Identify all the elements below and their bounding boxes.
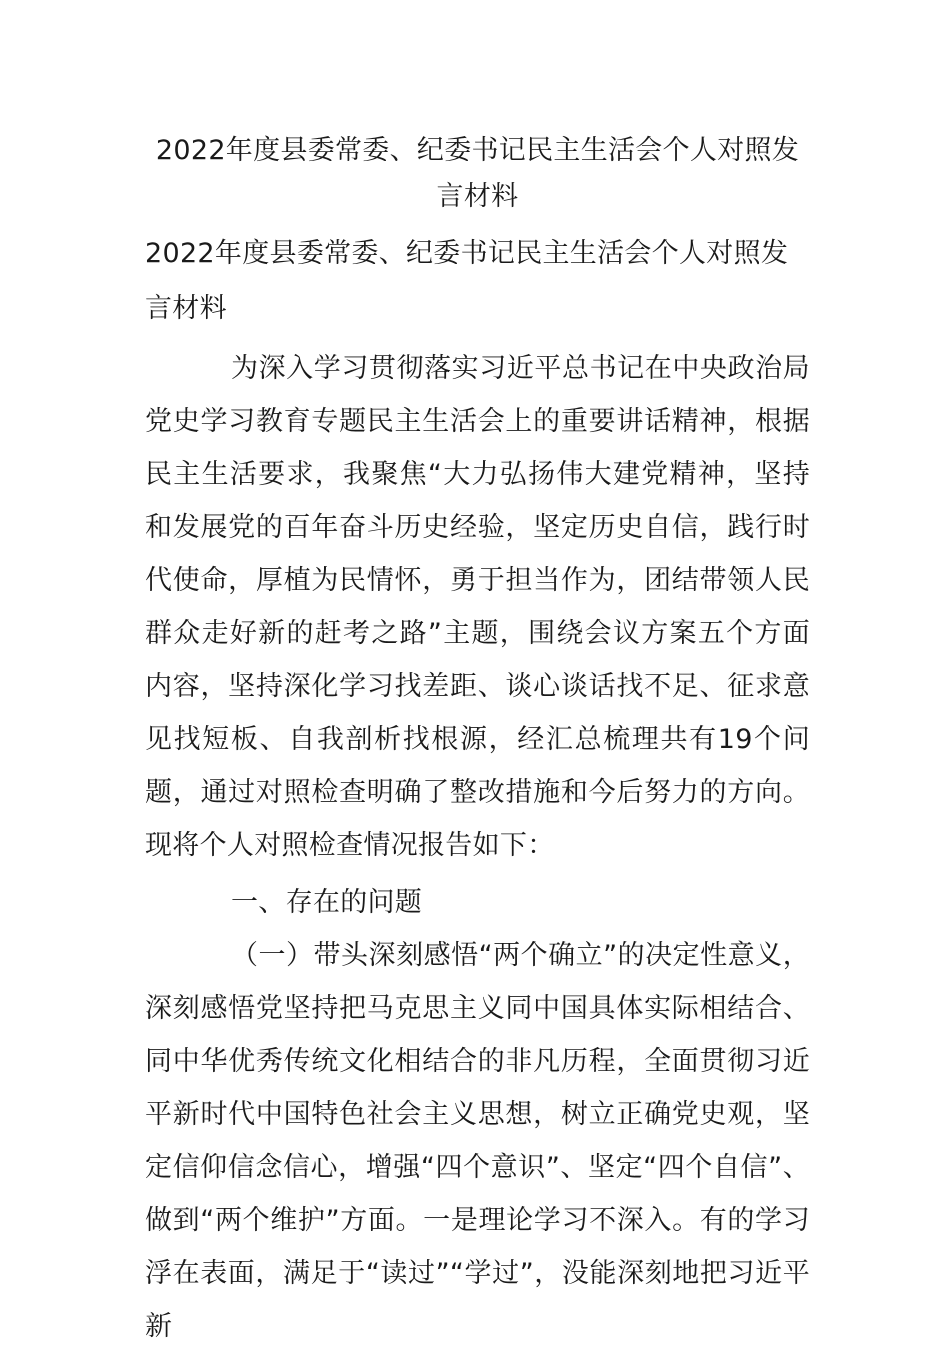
intro-paragraph: 为深入学习贯彻落实习近平总书记在中央政治局党史学习教育专题民主生活会上的重要讲话精神，根据民主生活要求，我聚焦“大力弘扬伟大建党精神，坚持和发展党的百年奋斗历史经验，坚定历史自信，践行时代使命，厚植为民情怀，勇于担当作为，团结带领人民群众走好新的赶考之路”主题，围绕会议方案五个方面内容，坚持深化学习找差距、谈心谈话找不足、征求意见找短板、自我剖析找根源，经汇总梳理共有19个问题，通过对照检查明确了整改措施和今后努力的方向。现将个人对照检查情况报告如下： xyxy=(145,353,810,861)
document-body xyxy=(145,128,810,1353)
document-title: 2022年度县委常委、纪委书记民主生活会个人对照发言材料 xyxy=(155,135,800,212)
document-title-repeated: 2022年度县委常委、纪委书记民主生活会个人对照发言材料 xyxy=(145,238,789,324)
subsection-paragraph: （一）带头深刻感悟“两个确立”的决定性意义，深刻感悟党坚持把马克思主义同中国具体实际相结合、同中华优秀传统文化相结合的非凡历程，全面贯彻习近平新时代中国特色社会主义思想，树立正确党史观，坚定信仰信念信心，增强“四个意识”、坚定“四个自信”、做到“两个维护”方面。一是理论学习不深入。有的学习浮在表面，满足于“读过”“学过”，没能深刻地把习近平新 xyxy=(145,940,810,1342)
section-heading: 一、存在的问题 xyxy=(231,887,423,918)
